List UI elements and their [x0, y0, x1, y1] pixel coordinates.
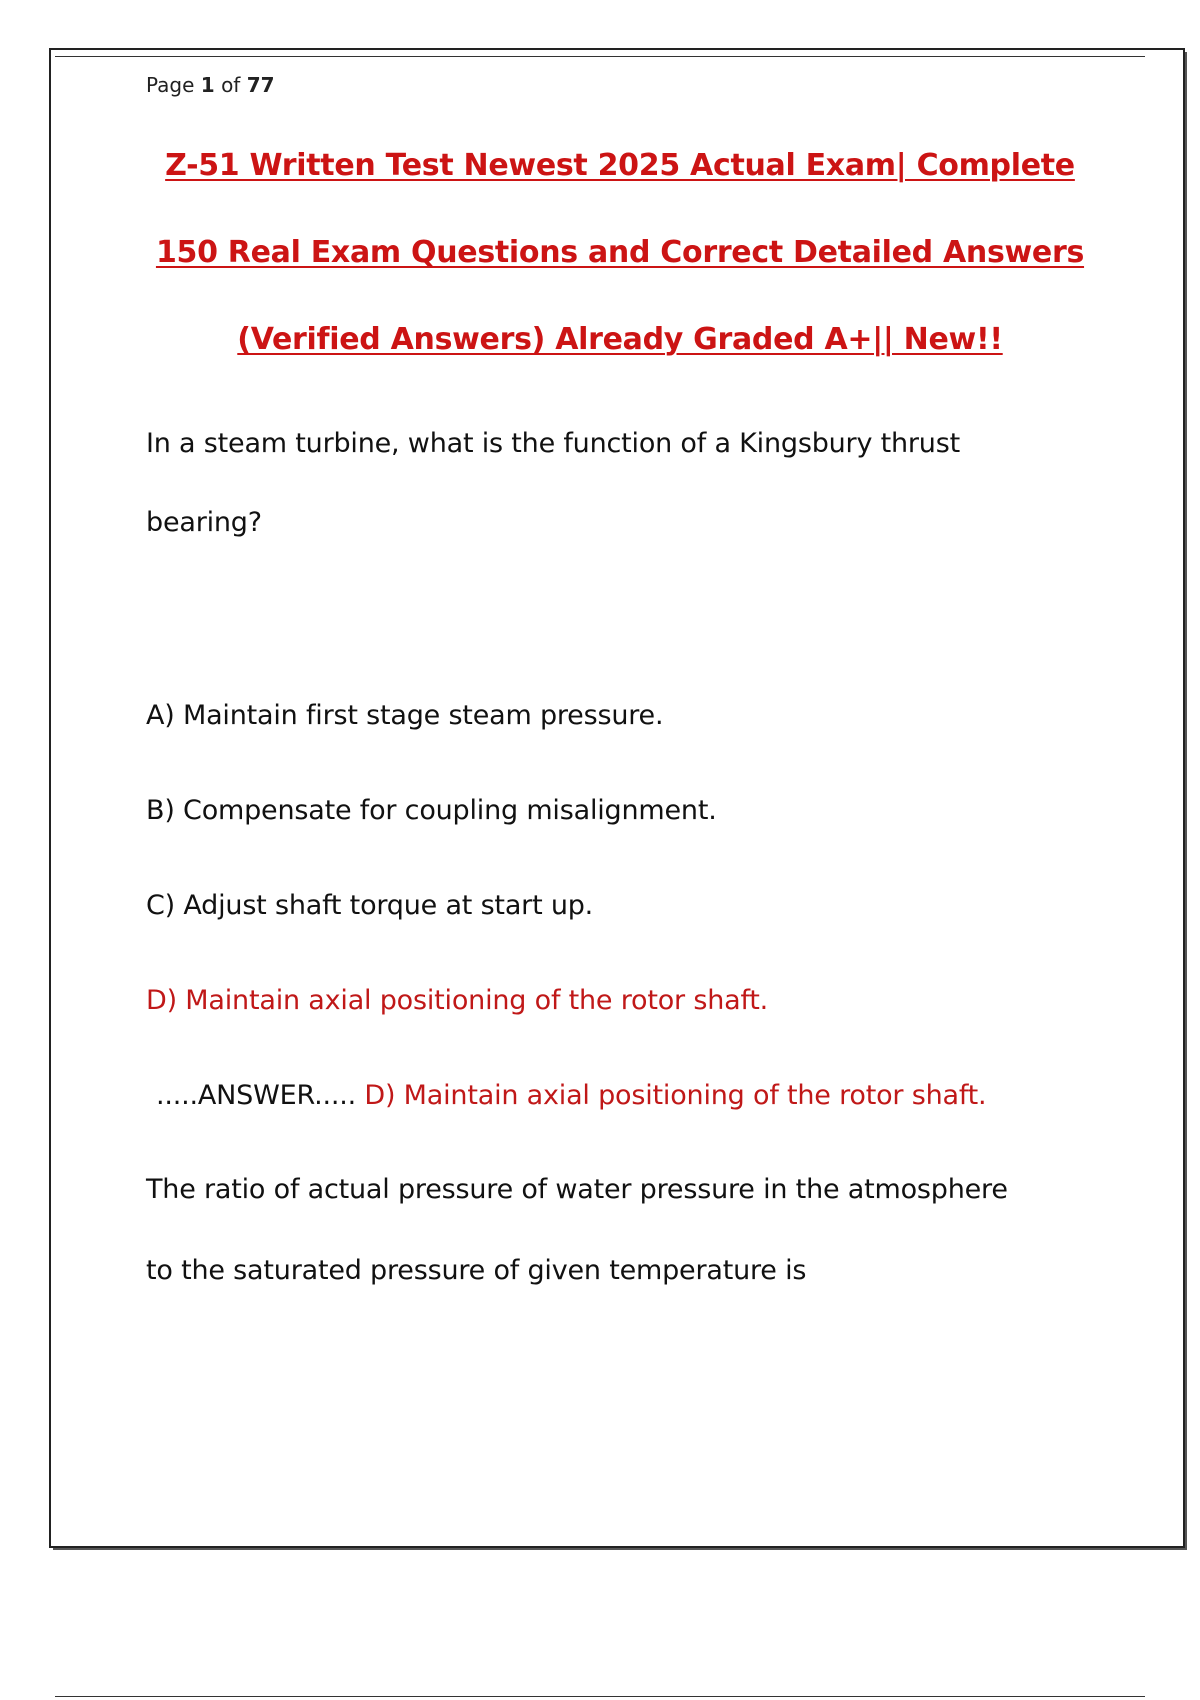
answer-text: D) Maintain axial positioning of the rotor shaft. — [364, 1080, 987, 1111]
page-of: of — [221, 73, 241, 97]
top-rule — [55, 56, 1145, 57]
question-2-line-1: The ratio of actual pressure of water pressure in the atmosphere — [146, 1174, 1008, 1205]
frame-shadow-bottom — [53, 1548, 1187, 1550]
question-2-line-2: to the saturated pressure of given temperature is — [146, 1255, 807, 1286]
title-line-2: 150 Real Exam Questions and Correct Detailed Answers — [155, 235, 1085, 270]
frame-shadow-right — [1185, 52, 1187, 1550]
bottom-rule — [55, 1696, 1145, 1697]
page-number: 1 — [200, 73, 215, 97]
option-a: A) Maintain first stage steam pressure. — [146, 700, 664, 731]
option-b: B) Compensate for coupling misalignment. — [146, 795, 717, 826]
question-1-line-1: In a steam turbine, what is the function of a Kingsbury thrust — [146, 428, 960, 459]
option-c: C) Adjust shaft torque at start up. — [146, 890, 594, 921]
page-counter — [146, 73, 275, 97]
answer-line — [156, 1080, 986, 1111]
title-line-3: (Verified Answers) Already Graded A+|| New!! — [237, 322, 1003, 357]
title-line-1: Z-51 Written Test Newest 2025 Actual Exam| Complete — [165, 148, 1075, 183]
option-d-correct: D) Maintain axial positioning of the rotor shaft. — [146, 985, 769, 1016]
page-label: Page — [146, 73, 195, 97]
answer-prefix: .....ANSWER..... — [156, 1080, 365, 1111]
page-total: 77 — [246, 73, 275, 97]
question-1-line-2: bearing? — [146, 507, 262, 538]
